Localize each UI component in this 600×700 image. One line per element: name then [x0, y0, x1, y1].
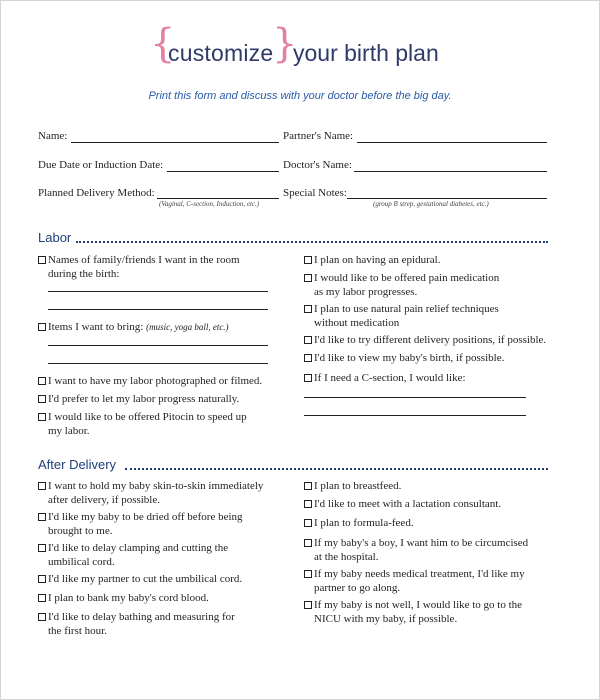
partner-name-field[interactable]: [357, 142, 547, 143]
special-notes-field[interactable]: [347, 198, 547, 199]
checkbox-icon[interactable]: [38, 482, 46, 490]
checkbox-icon[interactable]: [304, 336, 312, 344]
checkbox-icon[interactable]: [304, 274, 312, 282]
checkbox-icon[interactable]: [38, 575, 46, 583]
labor-divider: [76, 241, 548, 243]
checkbox-icon[interactable]: [38, 613, 46, 621]
delivery-method-label: Planned Delivery Method:: [38, 187, 155, 199]
labor-heading: Labor: [38, 230, 72, 245]
checkbox-icon[interactable]: [304, 500, 312, 508]
due-date-label: Due Date or Induction Date:: [38, 159, 164, 171]
checkbox-icon[interactable]: [38, 395, 46, 403]
special-notes-hint: (group B strep, gestational diabetes, etc.): [373, 200, 489, 208]
checkbox-icon[interactable]: [38, 323, 46, 331]
labor-items-line-1[interactable]: [48, 345, 268, 346]
due-date-field[interactable]: [167, 171, 279, 172]
labor-items-line-2[interactable]: [48, 363, 268, 364]
name-field[interactable]: [71, 142, 279, 143]
labor-names-line-1[interactable]: [48, 291, 268, 292]
checkbox-icon[interactable]: [304, 482, 312, 490]
checkbox-icon[interactable]: [38, 594, 46, 602]
delivery-method-field[interactable]: [157, 198, 279, 199]
checkbox-icon[interactable]: [304, 539, 312, 547]
close-brace: }: [272, 21, 298, 67]
checkbox-icon[interactable]: [38, 513, 46, 521]
after-delivery-divider: [125, 468, 548, 470]
subtitle: Print this form and discuss with your doctor before the big day.: [148, 90, 452, 102]
checkbox-icon[interactable]: [38, 544, 46, 552]
doctor-name-label: Doctor's Name:: [283, 159, 352, 171]
open-brace: {: [150, 21, 176, 67]
checkbox-icon[interactable]: [304, 601, 312, 609]
checkbox-icon[interactable]: [304, 305, 312, 313]
labor-names-line-2[interactable]: [48, 309, 268, 310]
special-notes-label: Special Notes:: [283, 187, 347, 199]
checkbox-icon[interactable]: [304, 570, 312, 578]
checkbox-icon[interactable]: [304, 374, 312, 382]
title-customize: customize: [168, 40, 274, 66]
after-delivery-heading: After Delivery: [38, 457, 117, 472]
doctor-name-field[interactable]: [354, 171, 547, 172]
checkbox-icon[interactable]: [304, 519, 312, 527]
c-section-line-1[interactable]: [304, 397, 526, 398]
checkbox-icon[interactable]: [304, 354, 312, 362]
checkbox-icon[interactable]: [38, 256, 46, 264]
checkbox-icon[interactable]: [38, 413, 46, 421]
name-label: Name:: [38, 130, 68, 142]
delivery-method-hint: (Vaginal, C-section, Induction, etc.): [159, 200, 260, 208]
title-your-birth-plan: your birth plan: [293, 40, 439, 66]
partner-name-label: Partner's Name:: [283, 130, 354, 142]
page-title: [0, 14, 600, 67]
checkbox-icon[interactable]: [304, 256, 312, 264]
c-section-line-2[interactable]: [304, 415, 526, 416]
checkbox-icon[interactable]: [38, 377, 46, 385]
